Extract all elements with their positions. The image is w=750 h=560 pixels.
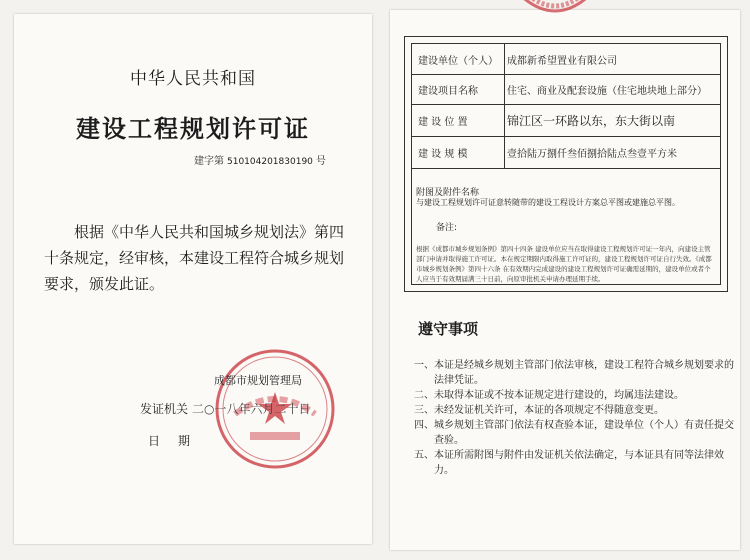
- row-label: 建设项目名称: [412, 74, 505, 104]
- attachments-title: 附图及附件名称: [416, 188, 480, 198]
- top-seal-fragment-icon: [505, 0, 605, 30]
- remarks-text: 根据《成都市城乡规划条例》第四十四条 建设单位应当在取得建设工程规划许可证一年内，向建设主管部门申请并取得施工许可证。本在规定期限内取得施工许可证的，建设工程规划许可证自行失效。《成都市城乡规划条例》第四十六条 在有效期内完成建设的建设工程规划许可证确需延期的，建设单位或者个人应当于有效期届满三十日前，向原审批机关申请办理延期手续。: [416, 245, 712, 283]
- certificate-number: [194, 152, 326, 167]
- row-value: 壹拾陆万捌仟叁佰捌拾陆点叁壹平方米: [507, 148, 677, 160]
- list-item: [414, 418, 736, 448]
- row-value: 成都新希望置业有限公司: [507, 55, 617, 67]
- issuer-label: 发证机关: [140, 402, 189, 416]
- list-item: [414, 358, 736, 388]
- date-label: 日期: [148, 434, 209, 448]
- notice-number: 一、: [414, 360, 434, 371]
- cert-number-value: 510104201830190: [227, 157, 313, 167]
- notice-title: 遵守事项: [418, 320, 479, 338]
- row-label: 建 设 规 模: [412, 136, 505, 168]
- notice-number: 二、: [414, 390, 434, 401]
- certificate-body-text: 根据《中华人民共和国城乡规划法》第四十条规定，经审核，本建设工程符合城乡规划要求，颁发此证。: [44, 223, 345, 293]
- issuing-organization: 成都市规划管理局: [214, 374, 302, 387]
- issue-date: 二○一八年六月二十日: [192, 402, 311, 416]
- table-row: [412, 44, 720, 75]
- notice-text: 城乡规划主管部门依法有权查验本证，建设单位（个人）有责任提交查验。: [434, 420, 734, 446]
- notice-list: [414, 358, 736, 478]
- certificate-cover-page: [14, 14, 372, 544]
- row-label: 建 设 位 置: [412, 104, 505, 136]
- table-row: [412, 74, 720, 105]
- attachments-section: [416, 188, 716, 208]
- notice-text: 本证是经城乡规划主管部门依法审核，建设工程符合城乡规划要求的法律凭证。: [434, 360, 734, 386]
- cert-prefix: 建字第: [194, 156, 224, 167]
- certificate-title: 建设工程规划许可证: [76, 115, 310, 143]
- row-value: 住宅、商业及配套设施（住宅地块地上部分）: [507, 85, 707, 97]
- certificate-detail-page: [390, 10, 740, 550]
- list-item: [414, 448, 736, 478]
- notice-text: 本证所需附图与附件由发证机关依法确定，与本证具有同等法律效力。: [434, 450, 724, 476]
- notice-text: 未经发证机关许可，本证的各项规定不得随意变更。: [434, 405, 664, 416]
- list-item: [414, 403, 736, 418]
- notice-number: 三、: [414, 405, 434, 416]
- row-value: 锦江区一环路以东，东大街以南: [507, 113, 676, 128]
- attachments-text: 与建设工程规划许可证意转随带的建设工程设计方案总平图或建施总平图。: [416, 198, 680, 207]
- notice-number: 四、: [414, 420, 434, 431]
- notice-number: 五、: [414, 450, 434, 461]
- country-heading: 中华人民共和国: [130, 69, 256, 89]
- table-row: [412, 104, 720, 137]
- remarks-label: 备注:: [436, 223, 458, 233]
- list-item: [414, 388, 736, 403]
- project-info-table: [404, 36, 728, 292]
- table-row: [412, 136, 720, 169]
- cert-suffix: 号: [315, 156, 326, 167]
- row-label: 建设单位（个人）: [412, 44, 505, 74]
- notice-text: 未取得本证或不按本证规定进行建设的，均属违法建设。: [434, 390, 684, 401]
